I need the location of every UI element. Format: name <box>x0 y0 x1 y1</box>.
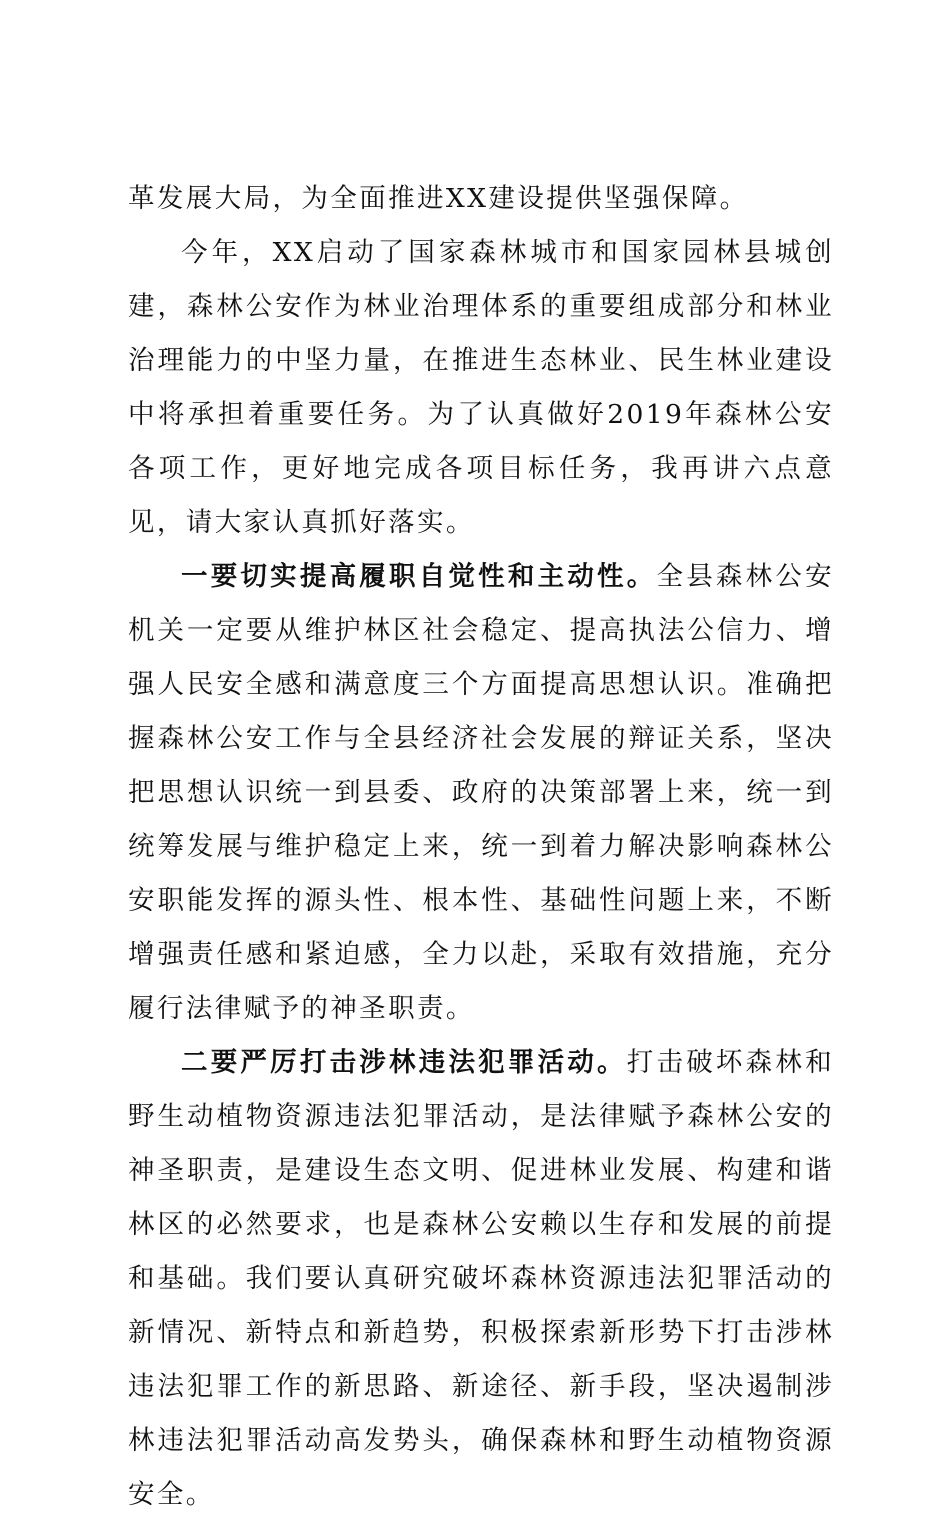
paragraph-text: 打击破坏森林和野生动植物资源违法犯罪活动，是法律赋予森林公安的神圣职责，是建设生态文明、促进林业发展、构建和谐林区的必然要求，也是森林公安赖以生存和发展的前提和基础。我们要认真研究破坏森林资源违法犯罪活动的新情况、新特点和新趋势，积极探索新形势下打击涉林违法犯罪工作的新思路、新途径、新手段，坚决遏制涉林违法犯罪活动高发势头，确保森林和野生动植物资源安全。 <box>128 1047 834 1510</box>
paragraph-point-one <box>128 550 834 1036</box>
paragraph-lead-heading: 一要切实提高履职自觉性和主动性。 <box>181 561 657 592</box>
paragraph-text: 革发展大局，为全面推进XX建设提供坚强保障。 <box>128 183 749 214</box>
paragraph-continuation <box>128 172 834 226</box>
paragraph-point-two <box>128 1036 834 1522</box>
paragraph-text: 全县森林公安机关一定要从维护林区社会稳定、提高执法公信力、增强人民安全感和满意度三个方面提高思想认识。准确把握森林公安工作与全县经济社会发展的辩证关系，坚决把思想认识统一到县委、政府的决策部署上来，统一到统筹发展与维护稳定上来，统一到着力解决影响森林公安职能发挥的源头性、根本性、基础性问题上来，不断增强责任感和紧迫感，全力以赴，采取有效措施，充分履行法律赋予的神圣职责。 <box>128 561 834 1024</box>
paragraph-text: 今年，XX启动了国家森林城市和国家园林县城创建，森林公安作为林业治理体系的重要组成部分和林业治理能力的中坚力量，在推进生态林业、民生林业建设中将承担着重要任务。为了认真做好2019年森林公安各项工作，更好地完成各项目标任务，我再讲六点意见，请大家认真抓好落实。 <box>128 237 834 538</box>
document-body <box>128 172 834 1522</box>
paragraph-lead-heading: 二要严厉打击涉林违法犯罪活动。 <box>181 1047 627 1078</box>
paragraph-intro <box>128 226 834 550</box>
